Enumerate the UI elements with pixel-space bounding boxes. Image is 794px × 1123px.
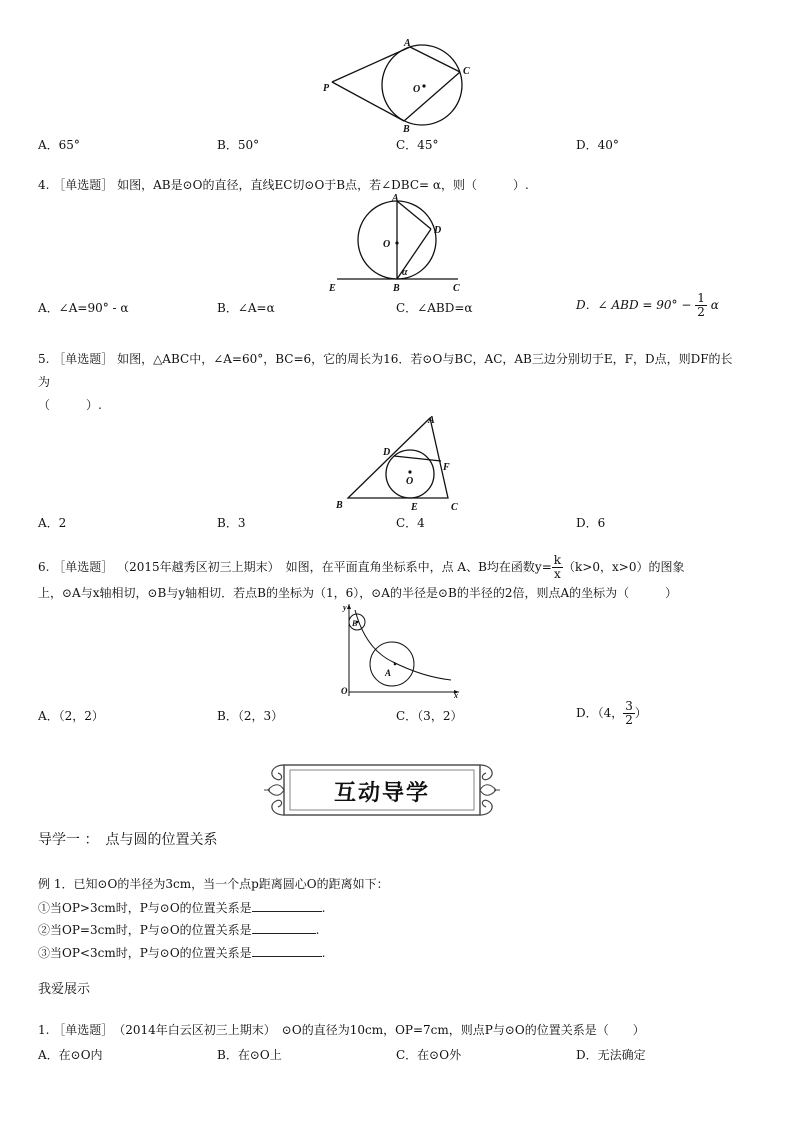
q4-stem: 4. ［单选题］ 如图，AB是⊙O的直径，直线EC切⊙O于B点，若∠DBC= α，则（ ）. — [38, 178, 529, 192]
guide1-item-3-text: ③当OP<3cm时，P与⊙O的位置关系是 — [38, 946, 252, 960]
guide1-item-3 — [38, 945, 326, 961]
answer-blank-3[interactable] — [252, 945, 322, 957]
q5-label-F: F — [443, 462, 450, 473]
answer-blank-2[interactable] — [252, 922, 316, 934]
q5-label-D: D — [383, 447, 391, 458]
q4-label-alpha: α — [402, 267, 408, 278]
q6-frac-den: x — [554, 567, 561, 581]
q6-option-d-fraction — [623, 700, 635, 727]
q3-option-d[interactable]: D．40° — [576, 138, 619, 152]
q3-label-C: C — [463, 66, 470, 77]
q4-option-d-prefix: D．∠ ABD = 90° − — [576, 298, 692, 312]
q6-stem-fraction — [552, 554, 563, 581]
q5-stem-line2: 为 — [38, 375, 51, 389]
q6-option-a[interactable]: A．（2，2） — [38, 709, 104, 723]
q6-option-d-prefix: D．（4， — [576, 706, 624, 720]
q5-stem-line3: （ ）. — [38, 398, 102, 412]
q6-frac-num: k — [553, 553, 562, 567]
q4-label-E: E — [329, 283, 336, 293]
q4-figure — [325, 193, 465, 293]
q6-figure — [333, 600, 463, 700]
guide1-item-2-period: . — [315, 923, 320, 937]
banner-title: 互动导学 — [333, 780, 430, 806]
q6-label-A: A — [385, 668, 392, 678]
q5-option-b[interactable]: B．3 — [217, 516, 246, 530]
q6-option-d-num: 3 — [625, 699, 633, 713]
showcase-q1-option-a[interactable]: A．在⊙O内 — [38, 1048, 103, 1062]
q5-option-c[interactable]: C．4 — [396, 516, 425, 530]
q6-stem-line1-post: （k>0，x>0）的图象 — [563, 560, 685, 574]
q3-option-c[interactable]: C．45° — [396, 138, 439, 152]
q3-label-P: P — [323, 83, 330, 94]
q6-label-x: x — [454, 691, 458, 700]
q5-option-d[interactable]: D．6 — [576, 516, 606, 530]
q6-label-O: O — [341, 686, 348, 696]
section-banner — [262, 757, 502, 823]
q6-option-c[interactable]: C．（3，2） — [396, 709, 463, 723]
q4-option-d-den: 2 — [697, 305, 705, 319]
q4-option-a[interactable]: A．∠A=90° - α — [38, 301, 129, 315]
q4-option-d-fraction — [695, 292, 707, 319]
guide1-item-3-period: . — [321, 946, 326, 960]
showcase-heading: 我爱展示 — [38, 982, 91, 997]
guide1-item-2 — [38, 922, 320, 938]
q5-figure — [330, 410, 470, 515]
answer-blank-1[interactable] — [252, 900, 322, 912]
guide1-item-2-text: ②当OP=3cm时，P与⊙O的位置关系是 — [38, 923, 252, 937]
q3-label-B: B — [403, 124, 410, 135]
guide1-heading: 导学一 ： 点与圆的位置关系 — [38, 832, 218, 848]
q5-label-O: O — [406, 476, 414, 487]
q3-option-a[interactable]: A．65° — [38, 138, 80, 152]
showcase-q1-option-b[interactable]: B．在⊙O上 — [217, 1048, 282, 1062]
guide1-example-intro: 例 1．已知⊙O的半径为3cm，当一个点p距离圆心O的距离如下： — [38, 877, 389, 891]
q6-option-b[interactable]: B．（2，3） — [217, 709, 284, 723]
q3-label-A: A — [404, 38, 411, 49]
q5-stem-line1: 5. ［单选题］ 如图，△ABC中，∠A=60°，BC=6，它的周长为16．若⊙O与BC，AC，AB三边分别切于E，F，D点，则DF的长 — [38, 352, 733, 366]
q6-option-d-suffix: ） — [634, 706, 647, 720]
guide1-item-1-text: ①当OP>3cm时，P与⊙O的位置关系是 — [38, 901, 252, 915]
q6-stem-line1 — [38, 554, 684, 581]
q5-option-a[interactable]: A．2 — [38, 516, 67, 530]
q4-option-d[interactable] — [576, 292, 719, 319]
showcase-q1-option-c[interactable]: C．在⊙O外 — [396, 1048, 462, 1062]
q4-option-d-num: 1 — [697, 291, 705, 305]
guide1-item-1-period: . — [321, 901, 326, 915]
q4-option-b[interactable]: B．∠A=α — [217, 301, 275, 315]
q6-option-d[interactable] — [576, 700, 647, 727]
q5-label-A: A — [428, 415, 435, 426]
q4-label-B: B — [393, 283, 400, 293]
q6-stem-line1-pre: 6. ［单选题］ （2015年越秀区初三上期末） 如图，在平面直角坐标系中，点 A、B均在函数y= — [38, 560, 552, 574]
q4-label-A: A — [392, 193, 399, 204]
q6-label-B: B — [352, 619, 358, 628]
guide1-item-1 — [38, 900, 326, 916]
q5-label-B: B — [336, 500, 343, 511]
q6-option-d-den: 2 — [625, 713, 633, 727]
q3-option-b[interactable]: B．50° — [217, 138, 260, 152]
q5-label-C: C — [451, 502, 458, 513]
q3-figure — [318, 36, 478, 136]
q4-label-C: C — [453, 283, 460, 293]
q4-option-c[interactable]: C．∠ABD=α — [396, 301, 473, 315]
q3-label-O: O — [413, 84, 421, 95]
q5-label-E: E — [411, 502, 418, 513]
q6-stem-line2: 上，⊙A与x轴相切，⊙B与y轴相切．若点B的坐标为（1，6），⊙A的半径是⊙B的半径的2倍，则点A的坐标为（ ） — [38, 586, 678, 600]
q4-label-D: D — [434, 225, 442, 236]
showcase-q1-stem: 1. ［单选题］ （2014年白云区初三上期末） ⊙O的直径为10cm，OP=7cm，则点P与⊙O的位置关系是（ ） — [38, 1023, 645, 1037]
q6-label-y: y — [343, 603, 347, 612]
showcase-q1-option-d[interactable]: D．无法确定 — [576, 1048, 646, 1062]
q4-label-O: O — [383, 239, 391, 250]
q4-option-d-suffix: α — [710, 298, 719, 312]
